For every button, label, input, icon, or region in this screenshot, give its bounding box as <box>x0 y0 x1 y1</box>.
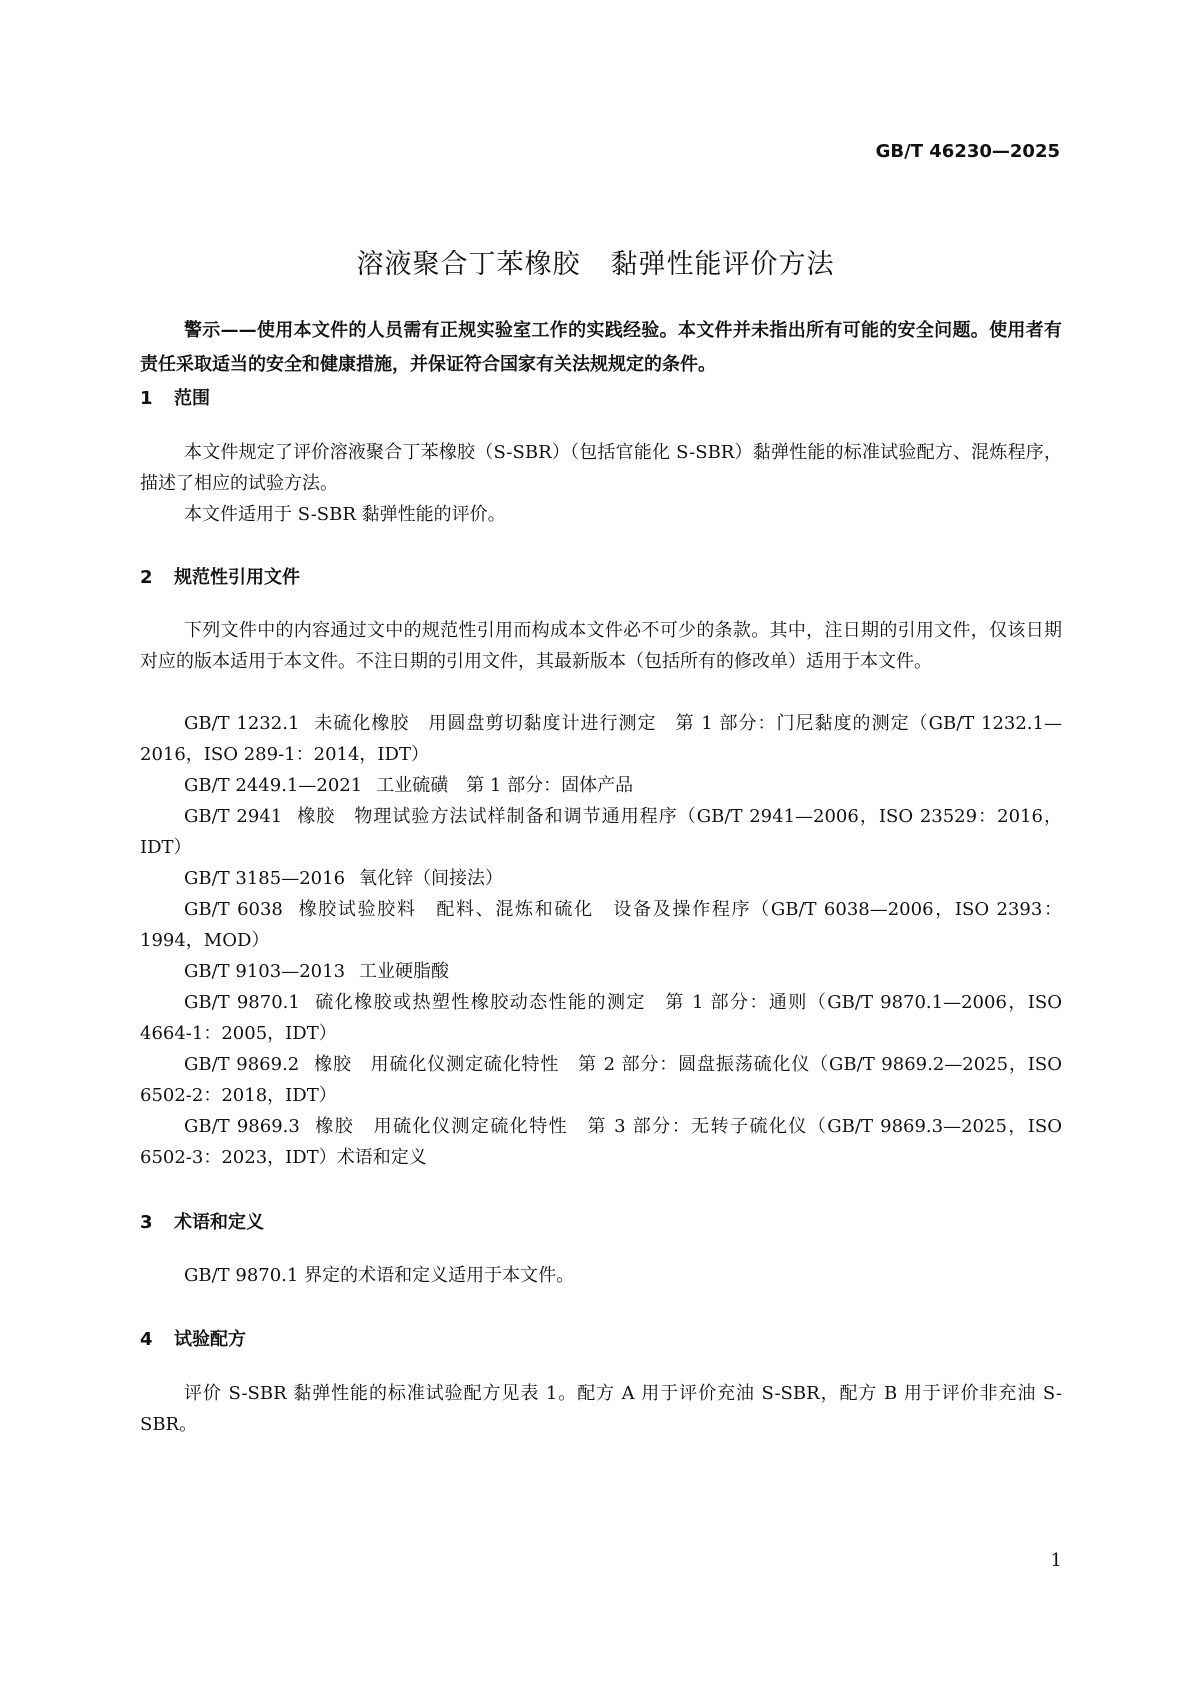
reference-item <box>140 770 1062 801</box>
section-4-heading <box>140 1325 246 1351</box>
reference-item <box>140 956 1062 987</box>
reference-code: GB/T 3185—2016 <box>184 868 346 889</box>
document-code: GB/T 46230—2025 <box>875 141 1060 162</box>
reference-code: GB/T 9869.3 <box>184 1116 300 1137</box>
reference-code: GB/T 6038 <box>184 899 283 920</box>
reference-title: 工业硫磺 第 1 部分：固体产品 <box>376 775 634 796</box>
section-title: 试验配方 <box>174 1329 246 1350</box>
terms-paragraph: GB/T 9870.1 界定的术语和定义适用于本文件。 <box>184 1265 575 1286</box>
reference-title: 硫化橡胶或热塑性橡胶动态性能的测定 第 1 部分：通则（GB/T 9870.1—2006，ISO 4664-1：2005，IDT） <box>140 992 1063 1044</box>
formula-paragraph: 评价 S-SBR 黏弹性能的标准试验配方见表 1。配方 A 用于评价充油 S-SBR，配方 B 用于评价非充油 S-SBR。 <box>140 1383 1062 1435</box>
section-number: 4 <box>140 1329 153 1350</box>
page-number: 1 <box>1050 1550 1062 1571</box>
reference-code: GB/T 2941 <box>184 806 283 827</box>
reference-code: GB/T 1232.1 <box>184 713 300 734</box>
section-title: 范围 <box>174 388 210 409</box>
normative-intro: 下列文件中的内容通过文中的规范性引用而构成本文件必不可少的条款。其中，注日期的引用文件，仅该日期对应的版本适用于本文件。不注日期的引用文件，其最新版本（包括所有的修改单）适用于本文件。 <box>140 620 1062 672</box>
reference-code: GB/T 9103—2013 <box>184 961 346 982</box>
reference-title: 橡胶 用硫化仪测定硫化特性 第 2 部分：圆盘振荡硫化仪（GB/T 9869.2—2025，ISO 6502-2：2018，IDT） <box>140 1054 1062 1106</box>
reference-title: 橡胶 物理试验方法试样制备和调节通用程序（GB/T 2941—2006，ISO 23529：2016，IDT） <box>140 806 1062 858</box>
reference-title: 氧化锌（间接法） <box>359 868 504 889</box>
section-title: 术语和定义 <box>174 1212 264 1233</box>
scope-paragraph-2: 本文件适用于 S-SBR 黏弹性能的评价。 <box>184 504 506 525</box>
reference-item <box>140 1111 1062 1173</box>
section-title: 规范性引用文件 <box>174 567 300 588</box>
reference-title: 橡胶 用硫化仪测定硫化特性 第 3 部分：无转子硫化仪（GB/T 9869.3—2025，ISO 6502-3：2023，IDT）术语和定义 <box>140 1116 1063 1168</box>
reference-item <box>140 863 1062 894</box>
reference-item <box>140 801 1062 863</box>
reference-item <box>140 894 1062 956</box>
reference-title: 工业硬脂酸 <box>359 961 450 982</box>
reference-item <box>140 708 1062 770</box>
section-number: 3 <box>140 1212 153 1233</box>
section-2-heading <box>140 563 300 589</box>
reference-code: GB/T 2449.1—2021 <box>184 775 363 796</box>
section-number: 2 <box>140 567 153 588</box>
document-title <box>0 242 1191 281</box>
reference-code: GB/T 9870.1 <box>184 992 300 1013</box>
safety-warning: 警示——使用本文件的人员需有正规实验室工作的实践经验。本文件并未指出所有可能的安全问题。使用者有责任采取适当的安全和健康措施，并保证符合国家有关法规规定的条件。 <box>140 320 1062 375</box>
title-part-2: 黏弹性能评价方法 <box>610 249 835 280</box>
reference-code: GB/T 9869.2 <box>184 1054 300 1075</box>
reference-title: 橡胶试验胶料 配料、混炼和硫化 设备及操作程序（GB/T 6038—2006，ISO 2393：1994，MOD） <box>140 899 1062 951</box>
reference-item <box>140 1049 1062 1111</box>
section-3-heading <box>140 1208 264 1234</box>
reference-title: 未硫化橡胶 用圆盘剪切黏度计进行测定 第 1 部分：门尼黏度的测定（GB/T 1232.1—2016，ISO 289-1：2014，IDT） <box>140 713 1062 765</box>
section-1-heading <box>140 384 210 410</box>
section-number: 1 <box>140 388 153 409</box>
reference-item <box>140 987 1062 1049</box>
scope-paragraph-1: 本文件规定了评价溶液聚合丁苯橡胶（S-SBR）（包括官能化 S-SBR）黏弹性能的标准试验配方、混炼程序，描述了相应的试验方法。 <box>140 442 1062 494</box>
title-part-1: 溶液聚合丁苯橡胶 <box>356 249 581 280</box>
